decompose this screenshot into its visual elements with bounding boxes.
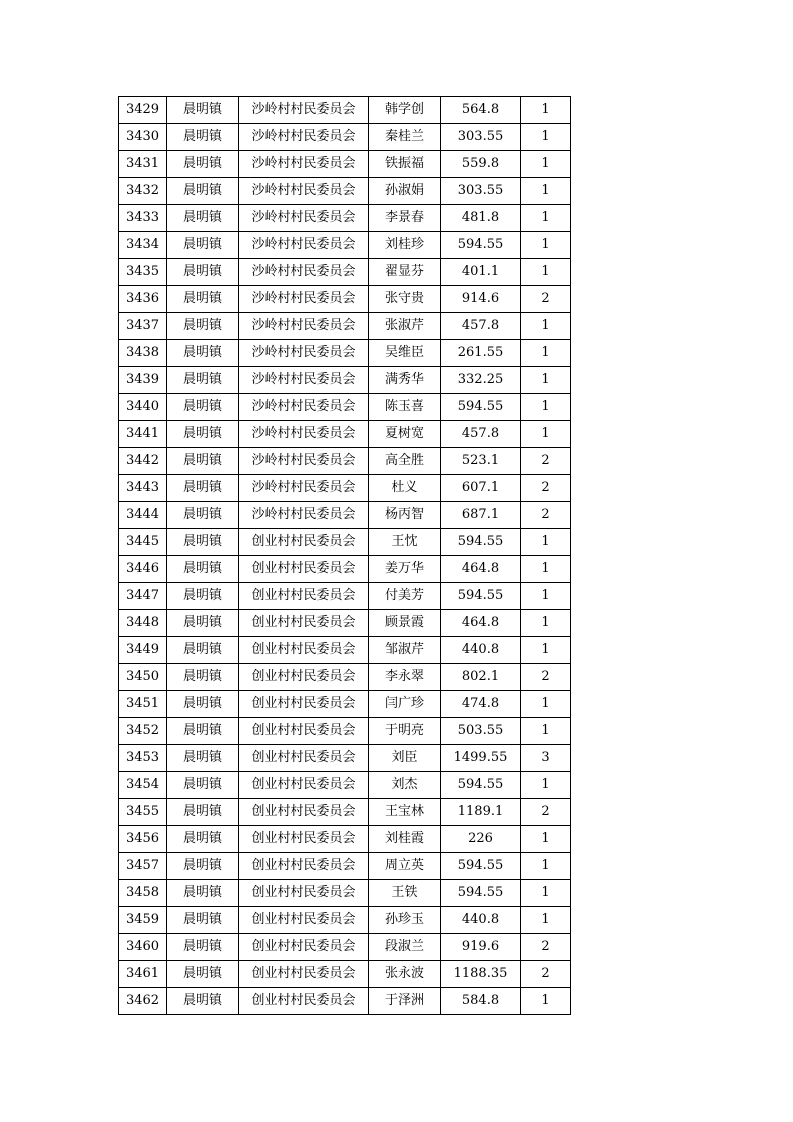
amount-cell: 564.8 — [441, 97, 521, 124]
town-cell: 晨明镇 — [167, 556, 239, 583]
committee-cell: 创业村村民委员会 — [239, 610, 369, 637]
amount-cell: 440.8 — [441, 907, 521, 934]
town-cell: 晨明镇 — [167, 610, 239, 637]
count-cell: 1 — [521, 772, 571, 799]
count-cell: 3 — [521, 745, 571, 772]
row-number-cell: 3442 — [119, 448, 167, 475]
town-cell: 晨明镇 — [167, 826, 239, 853]
row-number-cell: 3436 — [119, 286, 167, 313]
committee-cell: 创业村村民委员会 — [239, 664, 369, 691]
amount-cell: 594.55 — [441, 583, 521, 610]
name-cell: 杜义 — [369, 475, 441, 502]
table-row — [119, 934, 571, 961]
town-cell: 晨明镇 — [167, 448, 239, 475]
row-number-cell: 3450 — [119, 664, 167, 691]
town-cell: 晨明镇 — [167, 421, 239, 448]
name-cell: 秦桂兰 — [369, 124, 441, 151]
committee-cell: 创业村村民委员会 — [239, 826, 369, 853]
count-cell: 2 — [521, 502, 571, 529]
table-row — [119, 907, 571, 934]
name-cell: 李永翠 — [369, 664, 441, 691]
amount-cell: 261.55 — [441, 340, 521, 367]
row-number-cell: 3446 — [119, 556, 167, 583]
committee-cell: 创业村村民委员会 — [239, 583, 369, 610]
town-cell: 晨明镇 — [167, 502, 239, 529]
table-row — [119, 826, 571, 853]
amount-cell: 584.8 — [441, 988, 521, 1015]
count-cell: 1 — [521, 259, 571, 286]
name-cell: 韩学创 — [369, 97, 441, 124]
name-cell: 满秀华 — [369, 367, 441, 394]
row-number-cell: 3455 — [119, 799, 167, 826]
name-cell: 于明亮 — [369, 718, 441, 745]
row-number-cell: 3456 — [119, 826, 167, 853]
table-row — [119, 394, 571, 421]
name-cell: 翟显芬 — [369, 259, 441, 286]
count-cell: 1 — [521, 313, 571, 340]
name-cell: 铁振福 — [369, 151, 441, 178]
table-row — [119, 448, 571, 475]
count-cell: 1 — [521, 907, 571, 934]
amount-cell: 464.8 — [441, 556, 521, 583]
amount-cell: 1499.55 — [441, 745, 521, 772]
town-cell: 晨明镇 — [167, 232, 239, 259]
town-cell: 晨明镇 — [167, 178, 239, 205]
committee-cell: 沙岭村村民委员会 — [239, 340, 369, 367]
name-cell: 王铁 — [369, 880, 441, 907]
row-number-cell: 3434 — [119, 232, 167, 259]
town-cell: 晨明镇 — [167, 853, 239, 880]
row-number-cell: 3449 — [119, 637, 167, 664]
town-cell: 晨明镇 — [167, 124, 239, 151]
town-cell: 晨明镇 — [167, 529, 239, 556]
town-cell: 晨明镇 — [167, 151, 239, 178]
count-cell: 1 — [521, 124, 571, 151]
row-number-cell: 3448 — [119, 610, 167, 637]
town-cell: 晨明镇 — [167, 286, 239, 313]
name-cell: 刘臣 — [369, 745, 441, 772]
table-row — [119, 286, 571, 313]
committee-cell: 沙岭村村民委员会 — [239, 97, 369, 124]
count-cell: 1 — [521, 367, 571, 394]
committee-cell: 创业村村民委员会 — [239, 691, 369, 718]
name-cell: 周立英 — [369, 853, 441, 880]
town-cell: 晨明镇 — [167, 475, 239, 502]
committee-cell: 创业村村民委员会 — [239, 772, 369, 799]
table-row — [119, 475, 571, 502]
table-row — [119, 583, 571, 610]
row-number-cell: 3439 — [119, 367, 167, 394]
count-cell: 1 — [521, 637, 571, 664]
amount-cell: 1188.35 — [441, 961, 521, 988]
row-number-cell: 3443 — [119, 475, 167, 502]
town-cell: 晨明镇 — [167, 313, 239, 340]
amount-cell: 303.55 — [441, 124, 521, 151]
amount-cell: 594.55 — [441, 232, 521, 259]
count-cell: 2 — [521, 934, 571, 961]
count-cell: 1 — [521, 394, 571, 421]
town-cell: 晨明镇 — [167, 880, 239, 907]
name-cell: 于泽洲 — [369, 988, 441, 1015]
name-cell: 姜万华 — [369, 556, 441, 583]
name-cell: 刘桂霞 — [369, 826, 441, 853]
table-row — [119, 97, 571, 124]
count-cell: 2 — [521, 799, 571, 826]
row-number-cell: 3461 — [119, 961, 167, 988]
count-cell: 1 — [521, 610, 571, 637]
committee-cell: 沙岭村村民委员会 — [239, 124, 369, 151]
count-cell: 1 — [521, 97, 571, 124]
town-cell: 晨明镇 — [167, 907, 239, 934]
town-cell: 晨明镇 — [167, 664, 239, 691]
name-cell: 邹淑芹 — [369, 637, 441, 664]
table-row — [119, 961, 571, 988]
count-cell: 1 — [521, 205, 571, 232]
amount-cell: 332.25 — [441, 367, 521, 394]
amount-cell: 457.8 — [441, 313, 521, 340]
table-row — [119, 502, 571, 529]
count-cell: 1 — [521, 826, 571, 853]
name-cell: 王宝林 — [369, 799, 441, 826]
table-row — [119, 988, 571, 1015]
amount-cell: 481.8 — [441, 205, 521, 232]
row-number-cell: 3433 — [119, 205, 167, 232]
committee-cell: 创业村村民委员会 — [239, 934, 369, 961]
table-row — [119, 745, 571, 772]
town-cell: 晨明镇 — [167, 259, 239, 286]
table-row — [119, 205, 571, 232]
name-cell: 王忱 — [369, 529, 441, 556]
name-cell: 张淑芹 — [369, 313, 441, 340]
count-cell: 1 — [521, 988, 571, 1015]
table-row — [119, 718, 571, 745]
row-number-cell: 3462 — [119, 988, 167, 1015]
count-cell: 2 — [521, 475, 571, 502]
committee-cell: 创业村村民委员会 — [239, 718, 369, 745]
table-row — [119, 367, 571, 394]
count-cell: 2 — [521, 286, 571, 313]
town-cell: 晨明镇 — [167, 772, 239, 799]
committee-cell: 创业村村民委员会 — [239, 529, 369, 556]
row-number-cell: 3457 — [119, 853, 167, 880]
table-row — [119, 421, 571, 448]
committee-cell: 沙岭村村民委员会 — [239, 394, 369, 421]
name-cell: 吴维臣 — [369, 340, 441, 367]
name-cell: 杨丙智 — [369, 502, 441, 529]
table-row — [119, 610, 571, 637]
amount-cell: 559.8 — [441, 151, 521, 178]
name-cell: 张永波 — [369, 961, 441, 988]
amount-cell: 594.55 — [441, 880, 521, 907]
row-number-cell: 3447 — [119, 583, 167, 610]
name-cell: 顾景霞 — [369, 610, 441, 637]
committee-cell: 沙岭村村民委员会 — [239, 259, 369, 286]
amount-cell: 503.55 — [441, 718, 521, 745]
amount-cell: 523.1 — [441, 448, 521, 475]
town-cell: 晨明镇 — [167, 745, 239, 772]
row-number-cell: 3452 — [119, 718, 167, 745]
row-number-cell: 3453 — [119, 745, 167, 772]
committee-cell: 创业村村民委员会 — [239, 880, 369, 907]
table-row — [119, 772, 571, 799]
data-table — [118, 96, 571, 1015]
name-cell: 高全胜 — [369, 448, 441, 475]
town-cell: 晨明镇 — [167, 934, 239, 961]
amount-cell: 802.1 — [441, 664, 521, 691]
name-cell: 刘桂珍 — [369, 232, 441, 259]
amount-cell: 303.55 — [441, 178, 521, 205]
amount-cell: 226 — [441, 826, 521, 853]
committee-cell: 创业村村民委员会 — [239, 637, 369, 664]
row-number-cell: 3441 — [119, 421, 167, 448]
committee-cell: 沙岭村村民委员会 — [239, 151, 369, 178]
row-number-cell: 3432 — [119, 178, 167, 205]
count-cell: 1 — [521, 583, 571, 610]
table-row — [119, 151, 571, 178]
committee-cell: 创业村村民委员会 — [239, 961, 369, 988]
committee-cell: 沙岭村村民委员会 — [239, 475, 369, 502]
town-cell: 晨明镇 — [167, 583, 239, 610]
count-cell: 1 — [521, 340, 571, 367]
count-cell: 1 — [521, 853, 571, 880]
town-cell: 晨明镇 — [167, 340, 239, 367]
amount-cell: 457.8 — [441, 421, 521, 448]
row-number-cell: 3431 — [119, 151, 167, 178]
count-cell: 2 — [521, 664, 571, 691]
committee-cell: 沙岭村村民委员会 — [239, 205, 369, 232]
count-cell: 2 — [521, 448, 571, 475]
row-number-cell: 3435 — [119, 259, 167, 286]
row-number-cell: 3440 — [119, 394, 167, 421]
table-row — [119, 259, 571, 286]
name-cell: 付美芳 — [369, 583, 441, 610]
committee-cell: 创业村村民委员会 — [239, 853, 369, 880]
name-cell: 闫广珍 — [369, 691, 441, 718]
amount-cell: 1189.1 — [441, 799, 521, 826]
amount-cell: 687.1 — [441, 502, 521, 529]
count-cell: 1 — [521, 718, 571, 745]
table-row — [119, 637, 571, 664]
row-number-cell: 3451 — [119, 691, 167, 718]
row-number-cell: 3430 — [119, 124, 167, 151]
town-cell: 晨明镇 — [167, 637, 239, 664]
table-row — [119, 124, 571, 151]
table-body — [119, 97, 571, 1015]
name-cell: 孙淑娟 — [369, 178, 441, 205]
amount-cell: 914.6 — [441, 286, 521, 313]
committee-cell: 沙岭村村民委员会 — [239, 502, 369, 529]
committee-cell: 沙岭村村民委员会 — [239, 286, 369, 313]
town-cell: 晨明镇 — [167, 691, 239, 718]
town-cell: 晨明镇 — [167, 205, 239, 232]
row-number-cell: 3444 — [119, 502, 167, 529]
town-cell: 晨明镇 — [167, 394, 239, 421]
committee-cell: 创业村村民委员会 — [239, 556, 369, 583]
row-number-cell: 3429 — [119, 97, 167, 124]
town-cell: 晨明镇 — [167, 799, 239, 826]
amount-cell: 594.55 — [441, 529, 521, 556]
table-row — [119, 799, 571, 826]
table-row — [119, 178, 571, 205]
committee-cell: 沙岭村村民委员会 — [239, 313, 369, 340]
row-number-cell: 3438 — [119, 340, 167, 367]
amount-cell: 607.1 — [441, 475, 521, 502]
count-cell: 1 — [521, 880, 571, 907]
table-row — [119, 232, 571, 259]
count-cell: 1 — [521, 232, 571, 259]
name-cell: 李景春 — [369, 205, 441, 232]
row-number-cell: 3460 — [119, 934, 167, 961]
town-cell: 晨明镇 — [167, 367, 239, 394]
amount-cell: 919.6 — [441, 934, 521, 961]
count-cell: 1 — [521, 691, 571, 718]
table-row — [119, 340, 571, 367]
amount-cell: 594.55 — [441, 394, 521, 421]
committee-cell: 创业村村民委员会 — [239, 988, 369, 1015]
amount-cell: 474.8 — [441, 691, 521, 718]
table-row — [119, 880, 571, 907]
name-cell: 陈玉喜 — [369, 394, 441, 421]
name-cell: 张守贵 — [369, 286, 441, 313]
table-row — [119, 853, 571, 880]
row-number-cell: 3459 — [119, 907, 167, 934]
town-cell: 晨明镇 — [167, 97, 239, 124]
row-number-cell: 3454 — [119, 772, 167, 799]
count-cell: 1 — [521, 421, 571, 448]
row-number-cell: 3445 — [119, 529, 167, 556]
amount-cell: 594.55 — [441, 853, 521, 880]
committee-cell: 创业村村民委员会 — [239, 907, 369, 934]
table-row — [119, 556, 571, 583]
town-cell: 晨明镇 — [167, 718, 239, 745]
amount-cell: 464.8 — [441, 610, 521, 637]
count-cell: 1 — [521, 529, 571, 556]
table-row — [119, 691, 571, 718]
committee-cell: 创业村村民委员会 — [239, 745, 369, 772]
table-row — [119, 529, 571, 556]
name-cell: 段淑兰 — [369, 934, 441, 961]
table-row — [119, 664, 571, 691]
committee-cell: 沙岭村村民委员会 — [239, 421, 369, 448]
committee-cell: 沙岭村村民委员会 — [239, 232, 369, 259]
row-number-cell: 3458 — [119, 880, 167, 907]
committee-cell: 创业村村民委员会 — [239, 799, 369, 826]
town-cell: 晨明镇 — [167, 988, 239, 1015]
committee-cell: 沙岭村村民委员会 — [239, 367, 369, 394]
amount-cell: 401.1 — [441, 259, 521, 286]
name-cell: 夏树宽 — [369, 421, 441, 448]
amount-cell: 594.55 — [441, 772, 521, 799]
row-number-cell: 3437 — [119, 313, 167, 340]
committee-cell: 沙岭村村民委员会 — [239, 448, 369, 475]
committee-cell: 沙岭村村民委员会 — [239, 178, 369, 205]
name-cell: 孙珍玉 — [369, 907, 441, 934]
count-cell: 1 — [521, 151, 571, 178]
town-cell: 晨明镇 — [167, 961, 239, 988]
amount-cell: 440.8 — [441, 637, 521, 664]
name-cell: 刘杰 — [369, 772, 441, 799]
count-cell: 2 — [521, 961, 571, 988]
table-row — [119, 313, 571, 340]
count-cell: 1 — [521, 178, 571, 205]
count-cell: 1 — [521, 556, 571, 583]
